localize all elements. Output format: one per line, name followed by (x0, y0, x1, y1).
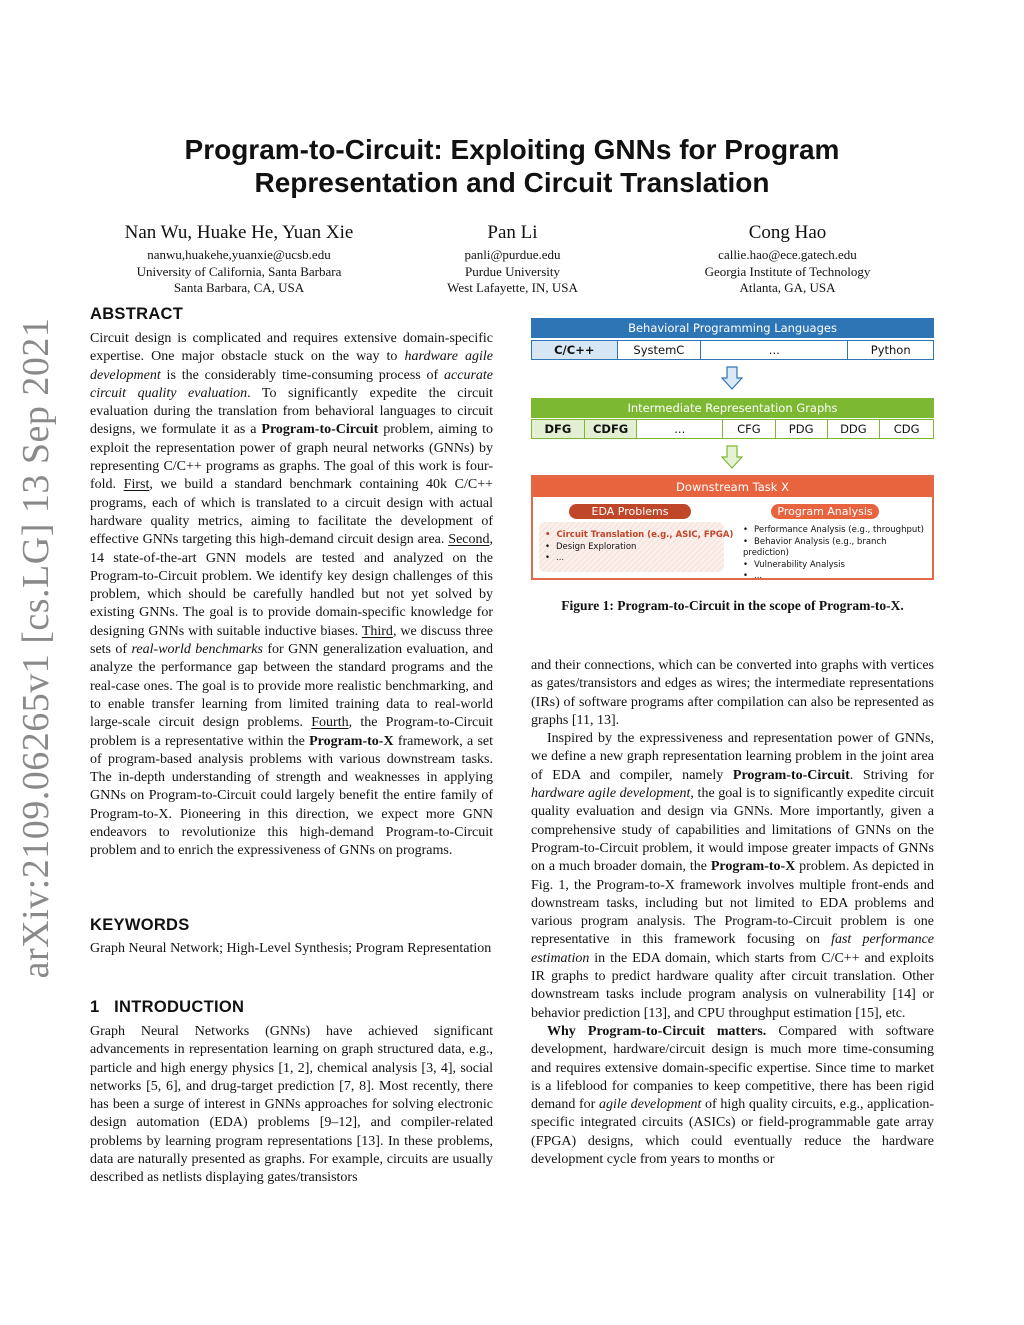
author-names: Cong Hao (748, 222, 827, 243)
intro-heading: 1 INTRODUCTION (90, 998, 245, 1016)
author-affiliation: Purdue University (465, 263, 560, 279)
author-block-purdue (400, 221, 625, 297)
author-location: Atlanta, GA, USA (739, 280, 836, 295)
intro-paragraph-4: Why Program-to-Circuit matters. Compared with software development, hardware/circuit design is much more time-consuming and requires extensive domain-specific expertise. Since time to market is a lifeblood for companies to keep competitive, there has been rigid demand for agile development of high quality circuits, e.g., application-specific integrated circuits (ASICs) or field-programmable gate array (FPGA) designs, which could eventually reduce the hardware development cycle from years to months or (531, 1023, 934, 1168)
paper-title (90, 133, 934, 199)
band-ir-graphs: Intermediate Representation Graphs (531, 398, 934, 418)
author-names: Nan Wu, Huake He, Yuan Xie (124, 222, 354, 243)
lang-cell: ... (701, 341, 848, 359)
keywords-heading: KEYWORDS (90, 916, 190, 934)
author-email[interactable]: panli@purdue.edu (464, 247, 561, 262)
intro-paragraph-2: and their connections, which can be converted into graphs with vertices as gates/transistors and edges as wires; the intermediate representations (IRs) of software programs after compilation can also be represented as graphs [11, 13]. (531, 658, 934, 728)
graph-row (531, 419, 934, 439)
graph-cell: CDG (893, 422, 920, 436)
program-analysis-list (743, 525, 932, 583)
graph-cell: ... (637, 420, 723, 438)
eda-item: • Circuit Translation (e.g., ASIC, FPGA) (545, 530, 733, 542)
eda-list (545, 530, 733, 565)
lang-cell: SystemC (618, 341, 702, 359)
program-analysis-pill: Program Analysis (771, 504, 879, 519)
author-block-gatech (660, 221, 915, 297)
band-downstream-task: Downstream Task X (533, 477, 932, 497)
author-email[interactable]: callie.hao@ece.gatech.edu (718, 247, 857, 262)
author-affiliation: University of California, Santa Barbara (136, 263, 342, 279)
graph-cell: CFG (723, 420, 776, 438)
intro-right-column (531, 657, 934, 1169)
graph-cell: DFG (532, 420, 585, 438)
author-location: Santa Barbara, CA, USA (173, 280, 305, 295)
down-arrow-icon (721, 366, 743, 390)
author-email[interactable]: nanwu,huakehe,yuanxie@ucsb.edu (147, 247, 331, 262)
eda-item: • ... (545, 553, 733, 565)
lang-cell: C/C++ (532, 341, 618, 359)
eda-problems-pill: EDA Problems (569, 504, 691, 519)
arxiv-id-text: arXiv:2109.06265v1 [cs.LG] 13 Sep 2021 (14, 317, 57, 978)
graph-cell: DDG (828, 420, 881, 438)
pa-item: • Performance Analysis (e.g., throughput) (743, 525, 932, 537)
author-affiliation: Georgia Institute of Technology (704, 263, 871, 279)
graph-cell: PDG (776, 420, 828, 438)
pa-item: • ... (743, 571, 932, 583)
title-line-1: Program-to-Circuit: Exploiting GNNs for Program (184, 134, 840, 165)
author-names: Pan Li (487, 222, 538, 243)
author-block-ucsb (90, 221, 388, 297)
pa-item: • Vulnerability Analysis (743, 560, 932, 572)
figure-caption: Figure 1: Program-to-Circuit in the scope of Program-to-X. (561, 598, 904, 613)
title-line-2: Representation and Circuit Translation (254, 167, 770, 198)
eda-item: • Design Exploration (545, 542, 733, 554)
keywords-body: Graph Neural Network; High-Level Synthesis; Program Representation (90, 941, 492, 956)
lang-cell: Python (870, 343, 911, 357)
downstream-task-box (531, 475, 934, 580)
abstract-heading: ABSTRACT (90, 305, 184, 323)
down-arrow-icon (721, 445, 743, 469)
band-behavioral-languages: Behavioral Programming Languages (531, 318, 934, 338)
abstract-body: Circuit design is complicated and requires extensive domain-specific expertise. One major obstacle stuck on the way to hardware agile development is the considerably time-consuming process of accurate circuit quality evaluation. To significantly expedite the circuit evaluation during the translation from behavioral languages to circuit designs, we formulate it as a Program-to-Circuit problem, aiming to exploit the representation power of graph neural networks (GNNs) by representing C/C++ programs as graphs. The goal of this work is four-fold. First, we build a standard benchmark containing 40k C/C++ programs, each of which is translated to a circuit design with actual hardware quality metrics, aiming to facilitate the development of effective GNNs targeting this high-demand circuit design area. Second, 14 state-of-the-art GNN models are tested and analyzed on the Program-to-Circuit problem. We identify key design challenges of this problem, which should be carefully handled but not yet solved by existing GNNs. The goal is to provide domain-specific knowledge for designing GNNs with suitable inductive biases. Third, we discuss three sets of real-world benchmarks for GNN generalization evaluation, and analyze the performance gap between the standard programs and the real-case ones. The goal is to provide more realistic benchmarking, and to enable transfer learning from limited training data to real-world large-scale circuit design problems. Fourth, the Program-to-Circuit problem is a representative within the Program-to-X framework, a set of program-based analysis problems with various downstream tasks. The in-depth understanding of strength and weaknesses in applying GNNs on Program-to-Circuit could largely benefit the entire family of Program-to-X. Pioneering in this direction, we expect more GNN endeavors to revolutionize this high-demand Program-to-Circuit problem and to enrich the expressiveness of GNNs on programs. (90, 331, 494, 859)
pa-item: • Behavior Analysis (e.g., branch prediction) (743, 537, 932, 560)
figure-program-to-x (531, 318, 934, 580)
author-location: West Lafayette, IN, USA (447, 280, 578, 295)
graph-cell: CDFG (585, 420, 638, 438)
intro-paragraph-3: Inspired by the expressiveness and representation power of GNNs, we define a new graph representation learning problem in the joint area of EDA and compiler, namely Program-to-Circuit. Striving for hardware agile development, the goal is to significantly expedite circuit quality evaluation and design via GNNs. More importantly, given a comprehensive study of capabilities and limitations of GNNs on the Program-to-Circuit problem, it would impose greater impacts of GNNs on a much broader domain, the Program-to-X problem. As depicted in Fig. 1, the Program-to-X framework involves multiple front-ends and downstream tasks, including but not limited to EDA problems and various program analysis. The Program-to-Circuit problem is one representative in this framework focusing on fast performance estimation in the EDA domain, which starts from C/C++ and exploits IR graphs to predict hardware quality after circuit translation. Other downstream tasks include program analysis on vulnerability [14] or behavior prediction [13], and CPU throughput estimation [15], etc. (531, 731, 934, 1021)
arxiv-identifier (8, 317, 63, 978)
language-row (531, 340, 934, 360)
intro-paragraph-1: Graph Neural Networks (GNNs) have achieved significant advancements in representation learning on graph structured data, e.g., particle and high energy physics [1, 2], chemical analysis [3, 4], social networks [5, 6], and drug-target prediction [7, 8]. Most recently, there has been a surge of interest in GNNs approaches for solving electronic design automation (EDA) problems [9–12], and compiler-related problems by learning program representations [13]. In these problems, data are naturally presented as graphs. For example, circuits are usually described as netlists displaying gates/transistors (90, 1024, 493, 1186)
